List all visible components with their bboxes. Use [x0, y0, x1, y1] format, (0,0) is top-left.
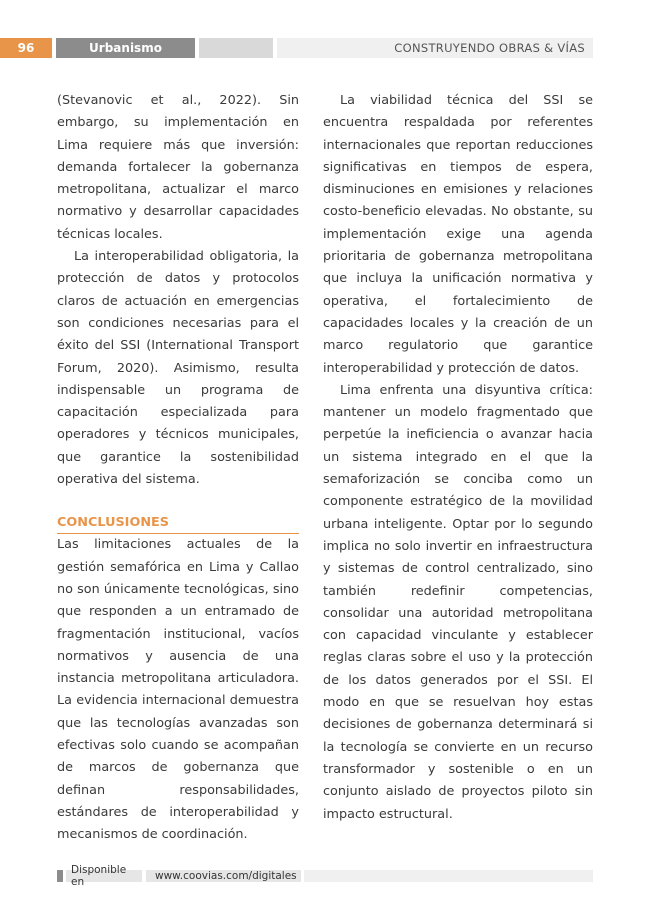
paragraph: La viabilidad técnica del SSI se encuentra respaldada por referentes internacionales que reportan reducciones significativas en tiempos de espera, disminuciones en emisiones y relaciones costo-beneficio elevadas. No obstante, su implementación exige una agenda prioritaria de gobernanza metropolitana que incluya la unificación normativa y operativa, el fortalecimiento de capacidades locales y la creación de un marco regulatorio que garantice interoperabilidad y protección de datos.: [323, 93, 593, 376]
footer-marker: [57, 870, 63, 882]
footer-url-link[interactable]: www.coovias.com/digitales: [146, 870, 301, 882]
page-number: 96: [0, 38, 52, 58]
left-column: [57, 90, 299, 847]
paragraph: La interoperabilidad obligatoria, la protección de datos y protocolos claros de actuación en emergencias son condiciones necesarias para el éxito del SSI (International Transport Forum, 2020). Asimismo, resulta indispensable un programa de capacitación especializada para operadores y técnicos municipales, que garantice la sostenibilidad operativa del sistema.: [57, 249, 299, 488]
footer-filler-bar: [304, 870, 593, 882]
header-divider-bar: [199, 38, 273, 58]
right-column: [323, 90, 593, 826]
publication-title: CONSTRUYENDO OBRAS & VÍAS: [394, 41, 585, 55]
paragraph: Las limitaciones actuales de la gestión semafórica en Lima y Callao no son únicamente tecnológicas, sino que responden a un entramado de fragmentación institucional, vacíos normativos y ausencia de una instancia metropolitana articuladora. La evidencia internacional demuestra que las tecnologías avanzadas son efectivas solo cuando se acompañan de marcos de gobernanza que definan responsabilidades, estándares de interoperabilidad y mecanismos de coordinación.: [57, 537, 299, 843]
paragraph: (Stevanovic et al., 2022). Sin embargo, su implementación en Lima requiere más que inversión: demanda fortalecer la gobernanza metropolitana, actualizar el marco normativo y desarrollar capacidades técnicas locales.: [57, 93, 299, 242]
publication-title-bar: [277, 38, 593, 58]
section-label: Urbanismo: [56, 38, 195, 58]
paragraph: Lima enfrenta una disyuntiva crítica: mantener un modelo fragmentado que perpetúe la ineficiencia o avanzar hacia un sistema integrado en el que la semaforización se conciba como un componente estratégico de la movilidad urbana inteligente. Optar por lo segundo implica no solo invertir en infraestructura y sistemas de control centralizado, sino también redefinir competencias, consolidar una autoridad metropolitana con capacidad vinculante y establecer reglas claras sobre el uso y la protección de los datos generados por el SSI. El modo en que se resuelvan hoy estas decisiones de gobernanza determinará si la tecnología se convierte en un recurso transformador y sostenible o en un conjunto aislado de proyectos piloto sin impacto estructural.: [323, 382, 593, 822]
section-heading: CONCLUSIONES: [57, 513, 299, 534]
footer-label: Disponible en: [66, 870, 142, 882]
